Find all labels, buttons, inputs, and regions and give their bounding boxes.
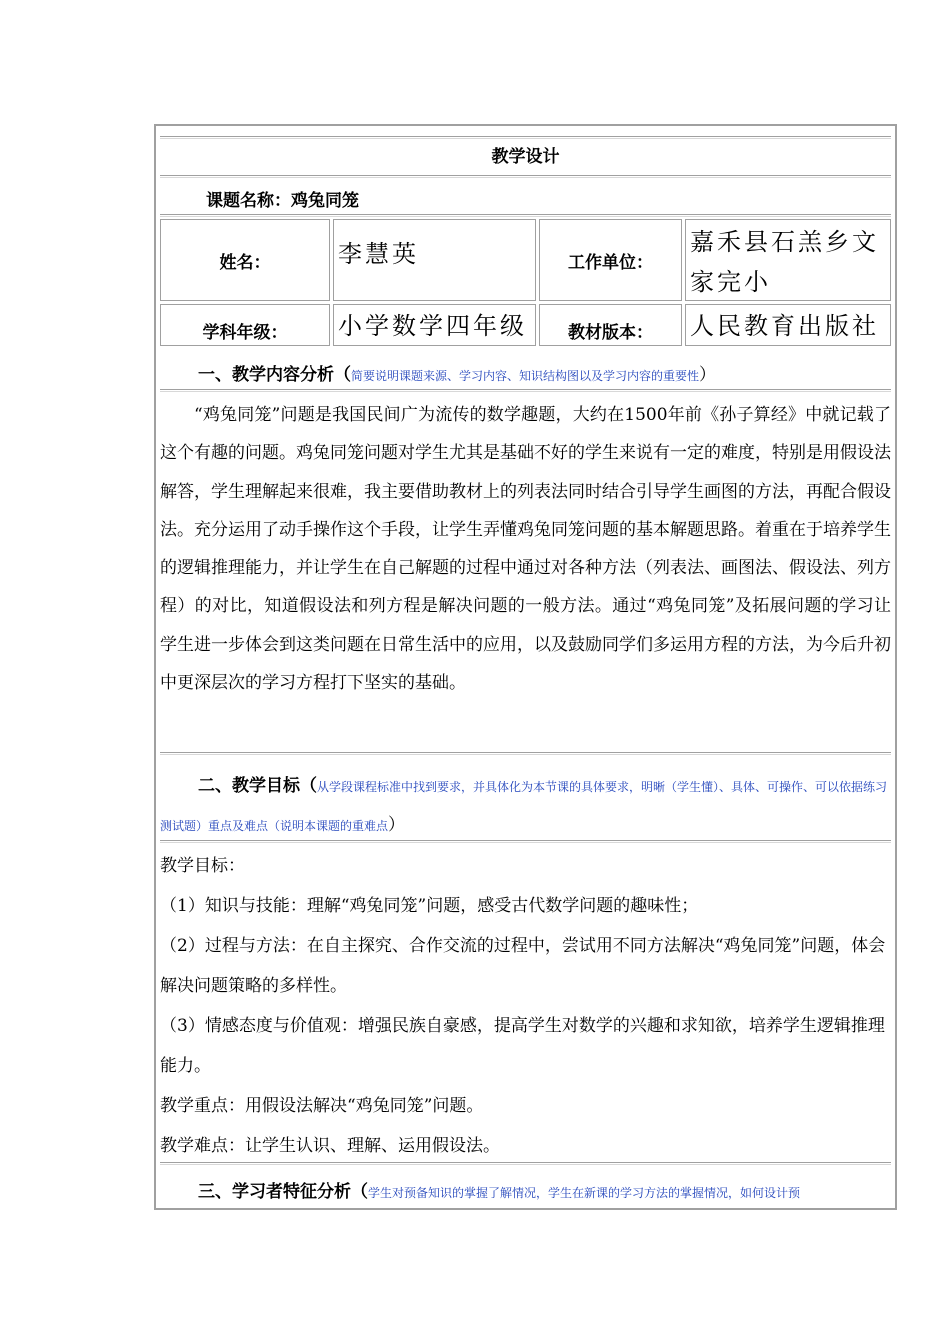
name-label: 姓名： (160, 219, 330, 301)
objective-line: 教学重点：用假设法解决“鸡兔同笼”问题。 (160, 1096, 484, 1116)
objective-line: 教学难点：让学生认识、理解、运用假设法。 (160, 1136, 500, 1156)
divider (160, 175, 891, 178)
objective-line: 教学目标： (160, 856, 245, 876)
section2-heading (160, 767, 891, 845)
objective-line: （1）知识与技能：理解“鸡兔同笼”问题，感受古代数学问题的趣味性； (160, 896, 699, 916)
section1-title: 一、教学内容分析（ (198, 365, 351, 385)
textbook-value: 人民教育出版社 (685, 304, 891, 346)
name-value: 李慧英 (333, 219, 536, 301)
section1-body: “鸡兔同笼”问题是我国民间广为流传的数学趣题，大约在1500年前《孙子算经》中就记载了这个有趣的问题。鸡兔同笼问题对学生尤其是基础不好的学生来说有一定的难度，特别是用假设法解答，学生理解起来很难，我主要借助教材上的列表法同时结合引导学生画图的方法，再配合假设法。充分运用了动手操作这个手段，让学生弄懂鸡兔同笼问题的基本解题思路。着重在于培养学生的逻辑推理能力，并让学生在自己解题的过程中通过对各种方法（列表法、画图法、假设法、列方程）的对比，知道假设法和列方程是解决问题的一般方法。通过“鸡兔同笼”及拓展问题的学习让学生进一步体会到这类问题在日常生活中的应用，以及鼓励同学们多运用方程的方法，为今后升初中更深层次的学习方程打下坚实的基础。 (160, 405, 891, 694)
section2-title: 二、教学目标（ (198, 776, 317, 796)
document-page (154, 124, 897, 1210)
objective-line: （3）情感态度与价值观：增强民族自豪感，提高学生对数学的兴趣和求知欲，培养学生逻辑推理能力。 (160, 1016, 885, 1076)
subject-label: 学科年级： (160, 304, 330, 346)
section2-note: 从学段课程标准中找到要求，并具体化为本节课的具体要求，明晰（学生懂）、具体、可操作、可以依据练习测试题）重点及难点（说明本课题的重难点 (160, 780, 888, 833)
objective-line: （2）过程与方法：在自主探究、合作交流的过程中，尝试用不同方法解决“鸡兔同笼”问题，体会解决问题策略的多样性。 (160, 936, 886, 996)
section3-title: 三、学习者特征分析（ (198, 1182, 368, 1202)
subject-value: 小学数学四年级 (333, 304, 536, 346)
divider (160, 214, 891, 217)
unit-label: 工作单位： (539, 219, 682, 301)
section1-heading (160, 362, 891, 389)
objectives-list (160, 846, 891, 1166)
section1-close: ） (699, 365, 717, 385)
section2-close: ） (388, 815, 406, 835)
divider (160, 1162, 891, 1165)
divider (160, 389, 891, 392)
unit-value: 嘉禾县石羔乡文家完小 (685, 219, 891, 301)
section3-heading (160, 1179, 891, 1206)
divider (160, 840, 891, 843)
textbook-label: 教材版本： (539, 304, 682, 346)
divider (160, 136, 891, 139)
topic-title: 课题名称：鸡兔同笼 (206, 191, 359, 211)
section3-note: 学生对预备知识的掌握了解情况，学生在新课的学习方法的掌握情况，如何设计预 (368, 1186, 801, 1200)
section1-note: 简要说明课题来源、学习内容、知识结构图以及学习内容的重要性 (351, 369, 700, 383)
divider (160, 752, 891, 755)
document-title: 教学设计 (491, 147, 560, 167)
